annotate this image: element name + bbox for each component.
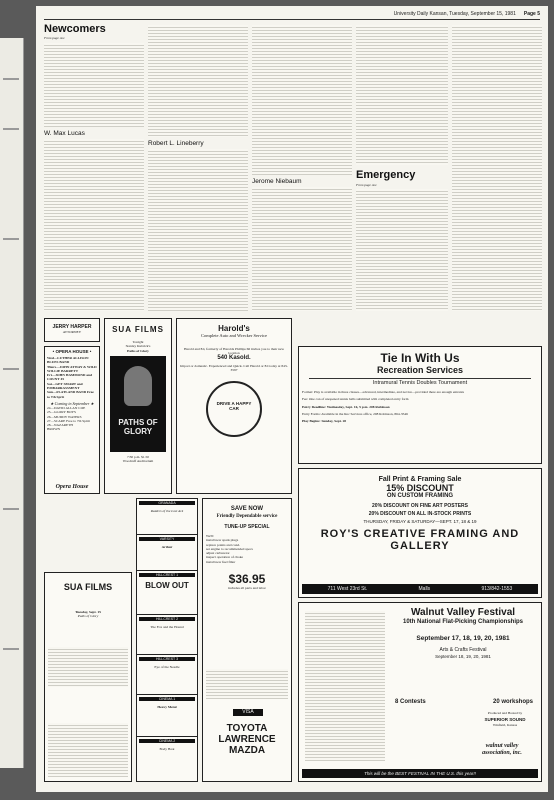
- roys-custom: ON CUSTOM FRAMING: [386, 493, 454, 499]
- harolds-ad: [176, 318, 292, 494]
- opera-coming-item: 26—MUDDY WATERS: [47, 414, 82, 419]
- sua-time: 7:30 p.m. $1.50: [126, 454, 150, 459]
- walnut-winfield: Winfield, Kansas: [492, 723, 518, 727]
- service-item: replace points and cond.: [206, 542, 241, 547]
- tie-recreation: Recreation Services: [376, 365, 464, 375]
- lineberry-headline: Robert L. Lineberry: [148, 140, 204, 147]
- theater-hillcrest-1: [137, 571, 197, 615]
- toyota-mazda-service-ad: [202, 498, 292, 782]
- opera-coming-item: 24—DAVID ALLAN COE: [47, 405, 86, 410]
- emergency-jump: From page one: [356, 183, 377, 187]
- sua-films-paths-ad: [104, 318, 172, 494]
- theater-film: Body Heat: [159, 747, 175, 752]
- newcomers-article: [44, 23, 144, 311]
- opera-item: Thurs—JOHN ATWAY & WILD WILLIE BARRETT: [47, 364, 97, 373]
- max-lucas-headline: W. Max Lucas: [44, 130, 85, 137]
- happy-car-text: DRIVE A HAPPY CAR: [216, 400, 252, 411]
- roys-posters: 20% DISCOUNT ON FINE ART POSTERS: [372, 503, 468, 509]
- opera-coming-item: BROWN: [47, 427, 61, 432]
- newcomers-jump: From page one: [44, 36, 65, 40]
- emergency-continued: [452, 23, 542, 311]
- recreation-services-ad: [298, 346, 542, 464]
- service-item: inspect operation of choke: [206, 555, 244, 560]
- opera-item: Fri—JOHN HAMMOND and COUNT 45: [47, 373, 92, 382]
- sua-event-1-film: Paths of Glory: [77, 614, 99, 619]
- tie-play: Play Begins: Sunday, Sept. 20: [302, 419, 347, 424]
- theater-name: CINEMA 1: [139, 697, 195, 701]
- theater-name: HILLCREST 1: [139, 573, 195, 577]
- harolds-title: Harold's: [218, 324, 250, 333]
- harolds-owners: Harold and Ed, formerly of Harolds Phillips 66 invites you to their new location: [183, 346, 285, 355]
- roys-phone: 913/842-1553: [481, 586, 513, 592]
- sua-films-week-ad: [44, 572, 132, 782]
- opera-title: • OPERA HOUSE •: [52, 349, 92, 354]
- theater-name: HILLCREST 3: [139, 657, 195, 661]
- opera-item: Sun—FLATLAND BAND Free to 7th Sprit: [47, 390, 94, 399]
- theater-name: CINEMA 2: [139, 739, 195, 743]
- theater-name: GRANADA: [139, 501, 195, 505]
- paths-poster-image: [110, 356, 166, 452]
- walnut-workshops: 20 workshops: [492, 699, 533, 705]
- tie-headline: Tie In With Us: [380, 351, 460, 365]
- opera-coming-item: 25—GLORY BOYS: [47, 410, 76, 415]
- sua-logo-2: SUA FILMS: [63, 582, 113, 592]
- toyota-mazda-logo: TOYOTA LAWRENCE MAZDA: [218, 723, 276, 756]
- visa-badge: VISA: [233, 709, 263, 716]
- sua-director: Stanley Kubrick's: [125, 344, 151, 349]
- roys-address-bar: [302, 584, 538, 594]
- theater-film: Heavy Metal: [157, 705, 177, 710]
- service-note: includes all parts and labor: [228, 586, 266, 591]
- service-item: install new fuel filter: [206, 559, 236, 564]
- service-friendly: Friendly Dependable service: [216, 514, 278, 519]
- service-save-now: SAVE NOW: [230, 506, 264, 512]
- theater-hillcrest-3: [137, 655, 197, 695]
- roys-framing-ad: [298, 468, 542, 598]
- theater-name: HILLCREST 2: [139, 617, 195, 621]
- service-well: We'll:: [206, 534, 215, 538]
- roys-prints: 20% DISCOUNT ON ALL IN-STOCK PRINTS: [368, 511, 472, 517]
- opera-item: Sat—GET SMART and EMBARRASSMENT: [47, 381, 83, 391]
- roys-name: ROY'S CREATIVE FRAMING AND GALLERY: [320, 528, 520, 552]
- service-item: adjust carburetor: [206, 551, 230, 556]
- opera-coming: ★ Coming in September ★: [50, 400, 94, 406]
- tie-tournament: Intramural Tennis Doubles Tournament: [372, 380, 468, 386]
- roys-mall: Malls: [418, 586, 431, 592]
- theater-film: BLOW OUT: [145, 581, 189, 591]
- newcomers-headline: Newcomers: [44, 23, 106, 35]
- theater-film: Eye of the Needle: [154, 665, 180, 670]
- sua-film-title: Paths of Glory: [127, 348, 149, 353]
- tie-format: Format: Play is available in three classes—advanced, intermediate, and novice—provided there are enough entrants: [302, 390, 465, 394]
- opera-item: Wed—LUTHER ALLISON BLUES BAND: [47, 356, 89, 365]
- roys-sale: Fall Print & Framing Sale: [378, 476, 462, 483]
- walnut-title: Walnut Valley Festival: [410, 607, 516, 618]
- sua-event-1: Tuesday, Sept. 15: [75, 610, 101, 614]
- walnut-association-logo: walnut valley association, inc.: [482, 743, 522, 756]
- harolds-more: Import or domestic. Experienced and Quick. Call Harold or Ed today at 843-3597: [180, 364, 288, 373]
- theater-film: Arthur: [161, 545, 173, 550]
- tie-forms: Entry Forms: Available in the Rec Services office, 208 Robinson, 864-3546: [302, 411, 408, 416]
- theater-cinema-1: [137, 695, 197, 737]
- theater-listings: [136, 498, 198, 782]
- jerry-harper-name: JERRY HARPER: [52, 324, 92, 330]
- theater-granada: [137, 499, 197, 535]
- walnut-valley-festival-ad: [298, 602, 542, 782]
- poster-title: PATHS OF GLORY: [118, 417, 158, 436]
- opera-footer: Opera House: [55, 484, 89, 490]
- jerry-harper-role: ATTORNEY: [62, 330, 82, 334]
- walnut-superior: SUPERIOR SOUND: [484, 717, 526, 722]
- opera-house-ad: [44, 346, 100, 494]
- theater-varsity: [137, 535, 197, 571]
- theater-film: Raiders of the Lost Ark: [150, 509, 184, 514]
- theater-hillcrest-2: [137, 615, 197, 655]
- emergency-article: [356, 23, 448, 311]
- walnut-arts-dates: September 18, 19, 20, 1981: [435, 654, 491, 659]
- walnut-produced: Produced and Hosted by: [487, 711, 523, 715]
- tie-deadline: Entry Deadline: Wednesday, Sept. 16, 5 p.m. 208 Robinson: [302, 404, 390, 409]
- walnut-footer: This will be the BEST FESTIVAL IN THE U.S. this year!!: [302, 769, 538, 778]
- sua-tonight: Tonight: [132, 340, 144, 344]
- service-item: set engine to recommended specs: [206, 546, 253, 551]
- opera-coming-item: 27—SCARE Free to 7th Spirit: [47, 418, 90, 423]
- walnut-subtitle: 10th National Flat-Picking Championships: [402, 619, 523, 625]
- niebaum-headline: Jerome Niebaum: [252, 178, 302, 185]
- service-tuneup: TUNE-UP SPECIAL: [224, 524, 270, 530]
- lineberry-article: [148, 23, 248, 311]
- happy-car-logo: [206, 381, 262, 437]
- service-item: install new spark plugs: [206, 538, 239, 543]
- roys-dates: THURSDAY, FRIDAY & SATURDAY—SEPT. 17, 18 & 19: [363, 519, 477, 524]
- niebaum-article: [252, 23, 352, 311]
- paper-dateline: University Daily Kansan, Tuesday, September 15, 1981: [393, 11, 516, 17]
- roys-discount: 15% DISCOUNT: [386, 483, 454, 493]
- newspaper-page: [36, 6, 548, 792]
- opera-coming-item: 28—NAZARETH: [47, 423, 73, 428]
- tie-fee: Fee: One can of unopened tennis balls submitted with completed entry form: [302, 397, 409, 402]
- sua-place: Woodruff Auditorium: [122, 459, 154, 464]
- page-number: Page 5: [523, 11, 540, 17]
- adjacent-page-strip: [0, 38, 24, 768]
- theater-film: The Fox and the Hound: [150, 625, 184, 630]
- walnut-arts: Arts & Crafts Festival: [439, 647, 487, 653]
- theater-name: VARSITY: [139, 537, 195, 541]
- emergency-headline: Emergency: [356, 169, 416, 181]
- harolds-address: 540 Kasold.: [217, 355, 251, 362]
- harolds-sub: Complete Auto and Wrecker Service: [201, 333, 267, 338]
- sua-logo: SUA FILMS: [112, 325, 164, 334]
- roys-address: 711 West 23rd St.: [327, 586, 368, 592]
- page-header: [44, 10, 540, 20]
- theater-cinema-2: [137, 737, 197, 781]
- service-price: $36.95: [228, 572, 266, 587]
- walnut-contests: 8 Contests: [395, 699, 426, 705]
- walnut-dates: September 17, 18, 19, 20, 1981: [416, 635, 510, 642]
- jerry-harper-ad: [44, 318, 100, 342]
